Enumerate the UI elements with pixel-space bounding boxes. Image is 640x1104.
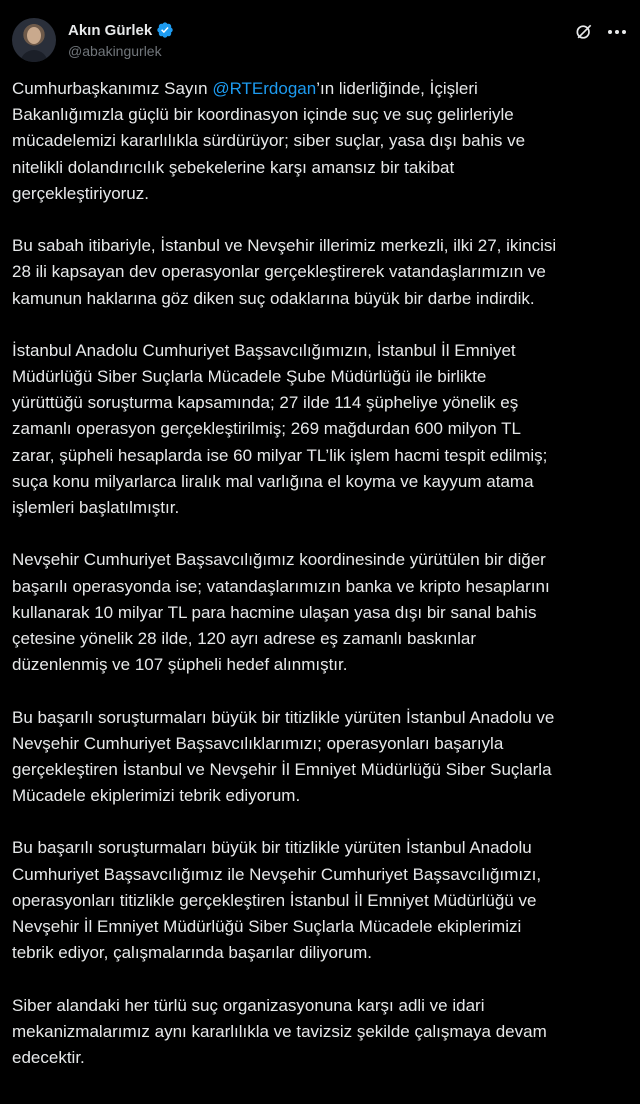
author-name[interactable]: Akın Gürlek (68, 21, 153, 39)
tweet-line: Bu başarılı soruşturmaları büyük bir titizlikle yürüten İstanbul Anadolu ve (12, 707, 555, 727)
tweet-line: zarar, şüpheli hesaplarda ise 60 milyar TL’lik işlem hacmi tespit edilmiş; (12, 445, 548, 465)
tweet-line: başarılı operasyonda ise; vatandaşlarımızın banka ve kripto hesaplarını (12, 576, 550, 596)
tweet-paragraph (12, 835, 636, 966)
author-block[interactable] (68, 20, 174, 59)
tweet-line: gerçekleştiren İstanbul ve Nevşehir İl Emniyet Müdürlüğü Siber Suçlarla (12, 759, 552, 779)
tweet-text (12, 76, 636, 1097)
tweet-line: suça konu milyarlarca liralık mal varlığına el koyma ve kayyum atama (12, 471, 534, 491)
tweet-line: mücadelemizi kararlılıkla sürdürüyor; siber suçlar, yasa dışı bahis ve (12, 131, 526, 151)
tweet-line-text: ’ın liderliğinde, İçişleri (316, 79, 478, 98)
tweet-line: Bu sabah itibariyle, İstanbul ve Nevşehir illerimiz merkezli, ilki 27, ikincisi (12, 236, 557, 256)
tweet-line: Nevşehir İl Emniyet Müdürlüğü Siber Suçlarla Mücadele ekiplerimizi (12, 917, 522, 936)
tweet-line: düzenlenmiş ve 107 şüpheli hedef alınmıştır. (12, 655, 348, 675)
avatar-suit (20, 50, 48, 62)
tweet-paragraph (12, 233, 636, 312)
tweet-line: Mücadele ekiplerimizi tebrik ediyorum. (12, 786, 301, 806)
tweet-line: Cumhuriyet Başsavcılığımız ile Nevşehir Cumhuriyet Başsavcılığımızı, (12, 864, 542, 884)
tweet-line: tebrik ediyor, çalışmalarında başarılar diliyorum. (12, 943, 372, 963)
tweet-line: operasyonları titizlikle gerçekleştiren İstanbul İl Emniyet Müdürlüğü ve (12, 890, 537, 910)
tweet-line: Müdürlüğü Siber Suçlarla Mücadele Şube Müdürlüğü ile birlikte (12, 367, 487, 387)
mention-link[interactable]: @RTErdogan (212, 79, 317, 98)
tweet-line-text: Cumhurbaşkanımız Sayın (12, 79, 213, 98)
tweet-line: yürüttüğü soruşturma kapsamında; 27 ilde 114 şüpheliye yönelik eş (12, 393, 519, 413)
tweet-line: Nevşehir Cumhuriyet Başsavcılığımız koordinesinde yürütülen bir diğer (12, 550, 546, 570)
tweet-header (12, 16, 628, 64)
tweet-line: çetesine yönelik 28 ilde, 120 ayrı adrese eş zamanlı baskınlar (12, 628, 476, 648)
tweet-line: kamunun haklarına göz diken suç odaklarına büyük bir darbe indirdik. (12, 288, 535, 308)
tweet-line: 28 ili kapsayan dev operasyonlar gerçekleştirerek vatandaşlarımızın ve (12, 262, 546, 282)
tweet-line: işlemleri başlatılmıştır. (12, 498, 180, 517)
verified-badge-icon (156, 21, 174, 39)
tweet-line: İstanbul Anadolu Cumhuriyet Başsavcılığımızın, İstanbul İl Emniyet (12, 340, 516, 360)
tweet-line: kullanarak 10 milyar TL para hacmine ulaşan yasa dışı bir sanal bahis (12, 602, 537, 622)
tweet-line: Nevşehir Cumhuriyet Başsavcılıklarımızı; operasyonları başarıyla (12, 733, 504, 753)
tweet-line: mekanizmalarımız aynı kararlılıkla ve tavizsiz şekilde çalışmaya devam (12, 1021, 547, 1041)
tweet-line: Siber alandaki her türlü suç organizasyonuna karşı adli ve idari (12, 995, 485, 1015)
author-handle[interactable]: @abakingurlek (68, 43, 162, 59)
tweet-line: nitelikli dolandırıcılık şebekelerine karşı amansız bir takibat (12, 157, 455, 177)
tweet-paragraph (12, 338, 636, 521)
avatar-face (27, 27, 41, 44)
grok-icon[interactable] (574, 22, 594, 42)
tweet-line: gerçekleştiriyoruz. (12, 183, 149, 203)
tweet-line: Bakanlığımızla güçlü bir koordinasyon içinde suç ve suç gelirleriyle (12, 105, 514, 125)
tweet-line (12, 76, 636, 102)
tweet-line: edecektir. (12, 1047, 85, 1067)
tweet-line: zamanlı operasyon gerçekleştirilmiş; 269 mağdurdan 600 milyon TL (12, 419, 521, 439)
tweet-paragraph (12, 547, 636, 678)
avatar[interactable] (12, 18, 56, 62)
tweet-line: Bu başarılı soruşturmaları büyük bir titizlikle yürüten İstanbul Anadolu (12, 838, 532, 858)
more-icon[interactable] (606, 24, 628, 40)
tweet-paragraph (12, 993, 636, 1072)
name-row (68, 20, 174, 40)
tweet-paragraph (12, 76, 636, 207)
tweet-paragraph (12, 705, 636, 810)
